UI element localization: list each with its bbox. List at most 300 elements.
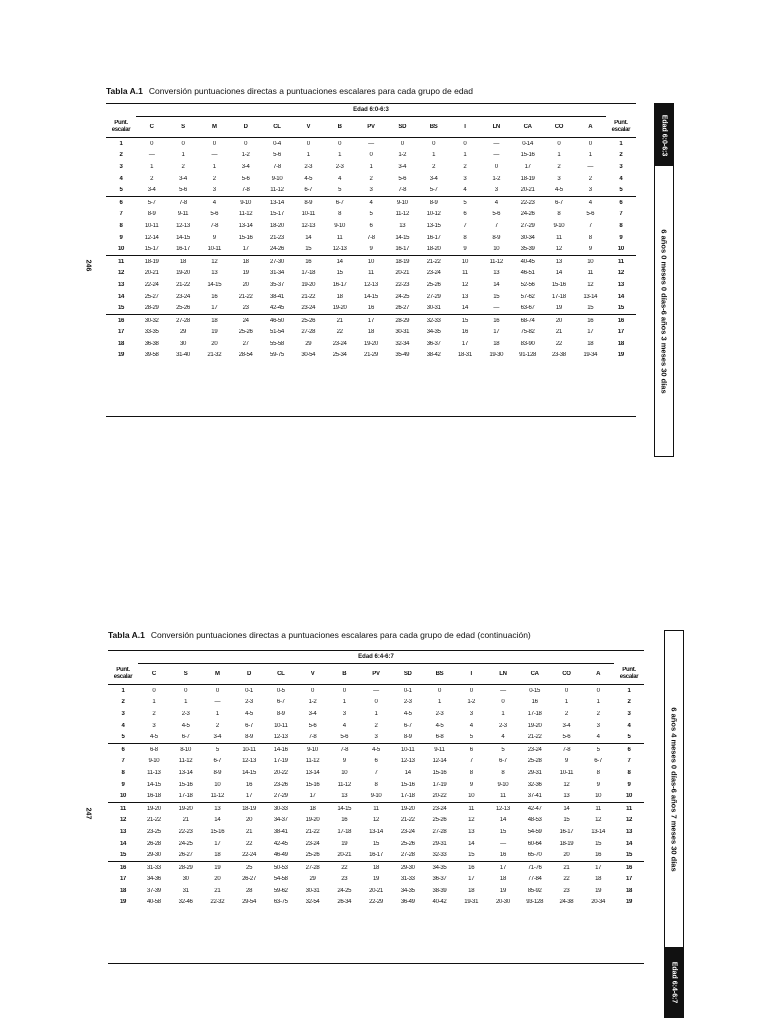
raw-score-cell: 4 [342, 722, 346, 729]
raw-score-cell: 16 [493, 317, 500, 324]
raw-score-cell: 36-37 [432, 876, 447, 883]
table-body [108, 685, 644, 908]
raw-score-cell: 13-14 [238, 222, 253, 229]
raw-score-cell: 2-3 [435, 710, 444, 717]
raw-score-cell: 52-56 [520, 281, 535, 288]
raw-score-cell: 1 [588, 152, 592, 159]
raw-score-cell: 55-58 [270, 340, 284, 347]
raw-score-cell: 3-4 [398, 163, 407, 170]
raw-score-cell: 21-22 [426, 258, 441, 265]
raw-score-cell: 12 [595, 817, 602, 824]
header-col: BS [429, 124, 438, 130]
raw-score-cell: 4-5 [181, 722, 190, 729]
raw-score-cell: 21 [563, 864, 570, 871]
header-col: I [464, 124, 466, 130]
scaled-score-cell: 12 [117, 270, 125, 277]
raw-score-cell: 28 [246, 887, 253, 894]
raw-score-cell: 15 [305, 246, 312, 253]
raw-score-cell: 12-13 [176, 222, 190, 229]
raw-score-cell: 0 [463, 140, 467, 147]
header-col: A [596, 671, 601, 677]
raw-score-cell: 35-49 [395, 352, 410, 359]
raw-score-cell: 9 [369, 246, 373, 253]
side-tab-age [665, 947, 683, 1017]
raw-score-cell: 17 [587, 329, 594, 336]
raw-score-cell: 27-28 [400, 852, 415, 859]
raw-score-cell: 17 [499, 864, 506, 871]
raw-score-cell: 12 [587, 281, 594, 288]
raw-score-cell: 11 [462, 270, 468, 277]
raw-score-cell: 19 [341, 840, 348, 847]
raw-score-cell: 83-90 [520, 340, 535, 347]
raw-score-cell: 19-34 [583, 352, 598, 359]
raw-score-cell: 65-70 [527, 852, 542, 859]
table-row [106, 268, 636, 280]
raw-score-cell: 2-3 [245, 699, 253, 706]
table-title [106, 86, 473, 96]
raw-score-cell: 23-24 [301, 305, 316, 312]
scaled-score-cell: 1 [121, 687, 125, 694]
header-col: B [337, 124, 342, 130]
raw-score-cell: 23-26 [273, 781, 288, 788]
raw-score-cell: 21 [246, 828, 253, 835]
raw-score-cell: 11 [587, 270, 594, 277]
raw-score-cell: 14 [336, 258, 343, 265]
raw-score-cell: 18 [595, 876, 602, 883]
raw-score-cell: 0 [596, 687, 600, 694]
raw-score-cell: 22-23 [520, 199, 535, 206]
raw-score-cell: 4 [596, 734, 600, 741]
raw-score-cell: 6 [469, 746, 473, 753]
raw-score-cell: 6-7 [245, 722, 253, 729]
raw-score-cell: 32-46 [178, 899, 193, 906]
raw-score-cell: 25-26 [238, 329, 253, 336]
raw-score-cell: 22 [555, 340, 562, 347]
raw-score-cell: 15 [493, 293, 500, 300]
scaled-score-cell: 19 [119, 899, 127, 906]
scaled-score-cell: 14 [625, 840, 633, 847]
raw-score-cell: 36-37 [426, 340, 441, 347]
raw-score-cell: 12 [372, 817, 380, 824]
side-tab-age-text: Edad 6:4-6:7 [670, 961, 678, 1003]
scaled-score-cell: 13 [625, 828, 633, 835]
raw-score-cell: 11-12 [238, 211, 253, 218]
raw-score-cell: 4 [494, 199, 498, 206]
raw-score-cell: 5 [338, 187, 342, 194]
scaled-score-cell: 7 [121, 758, 125, 765]
raw-score-cell: 11-12 [305, 758, 320, 765]
raw-score-cell: 18 [179, 258, 187, 265]
raw-score-cell: 18-31 [458, 352, 472, 359]
raw-score-cell: 15-17 [270, 211, 284, 218]
raw-score-cell: 21-22 [305, 828, 320, 835]
raw-score-cell: 5 [469, 734, 473, 741]
header-col: CA [530, 671, 539, 677]
raw-score-cell: 54-58 [273, 876, 288, 883]
table-row [106, 255, 636, 268]
raw-score-cell: 16 [246, 781, 253, 788]
raw-score-cell: 14 [499, 817, 506, 824]
raw-score-cell: 13 [211, 270, 218, 277]
raw-score-cell: 0 [184, 687, 188, 694]
scaled-score-cell: 14 [617, 293, 624, 300]
raw-score-cell: 15-16 [305, 781, 320, 788]
header-col: CO [554, 124, 564, 130]
raw-score-cell: 0 [306, 140, 310, 147]
raw-score-cell: 7-8 [241, 187, 250, 194]
age-group-label: Edad 6:0-6:3 [136, 104, 606, 117]
raw-score-cell: 20-22 [273, 769, 288, 776]
raw-score-cell: 19-20 [527, 722, 542, 729]
raw-score-cell: 5-6 [210, 211, 219, 218]
raw-score-cell: 31-34 [270, 270, 284, 277]
scaled-score-cell: 17 [117, 329, 125, 336]
raw-score-cell: 19-20 [400, 805, 415, 812]
scaled-score-cell: 18 [119, 887, 127, 894]
raw-score-cell: 17 [367, 317, 374, 324]
raw-score-cell: 7-8 [562, 746, 571, 753]
raw-score-cell: 17-18 [400, 793, 415, 800]
raw-score-cell: 46-50 [270, 317, 284, 324]
raw-score-cell: 1 [152, 699, 156, 706]
raw-score-cell: 3 [494, 187, 498, 194]
raw-score-cell: 2-3 [403, 699, 412, 706]
raw-score-cell: 25-27 [144, 293, 159, 300]
scaled-score-cell: 2 [121, 699, 125, 706]
table-title-label: Tabla A.1 [108, 630, 145, 640]
raw-score-cell: 1 [557, 152, 561, 159]
table-block-2 [0, 512, 768, 1024]
raw-score-cell: 12 [211, 258, 218, 265]
table-row [108, 790, 644, 802]
header-col: CA [523, 124, 532, 130]
raw-score-cell: 38-42 [426, 352, 441, 359]
raw-score-cell: 16 [531, 699, 538, 706]
raw-score-cell: 0-4 [273, 140, 281, 147]
scaled-score-cell: 3 [119, 163, 123, 170]
raw-score-cell: 22-23 [395, 281, 410, 288]
raw-score-cell: 0-15 [529, 687, 541, 694]
scaled-score-cell: 6 [627, 746, 631, 753]
raw-score-cell: 23 [341, 876, 348, 883]
raw-score-cell: 14-15 [242, 769, 256, 776]
raw-score-cell: 1-2 [308, 699, 317, 706]
raw-score-cell: 18-19 [559, 840, 574, 847]
raw-score-cell: 38-39 [432, 887, 447, 894]
raw-score-cell: 26-27 [178, 852, 193, 859]
raw-score-cell: 27-28 [432, 828, 447, 835]
table-row [108, 731, 644, 743]
raw-score-cell: 8 [596, 769, 600, 776]
raw-score-cell: 2 [596, 710, 600, 717]
raw-score-cell: 60-64 [527, 840, 542, 847]
raw-score-cell: 50-53 [273, 864, 288, 871]
raw-score-cell: 21-22 [238, 293, 253, 300]
raw-score-cell: 5-7 [429, 187, 438, 194]
raw-score-cell: 9-10 [370, 793, 382, 800]
raw-score-cell: 28-29 [178, 864, 193, 871]
raw-score-cell: 15-16 [432, 769, 447, 776]
table-row [106, 279, 636, 291]
raw-score-cell: 30-33 [273, 805, 288, 812]
raw-score-cell: 30-34 [520, 234, 535, 241]
raw-score-cell: 5 [596, 746, 600, 753]
raw-score-cell: 16-18 [146, 793, 161, 800]
raw-score-cell: 2 [564, 710, 568, 717]
raw-score-cell: 4 [588, 199, 592, 206]
raw-score-cell: 27-28 [176, 317, 190, 324]
raw-score-cell: 3 [557, 175, 561, 182]
raw-score-cell: 2 [557, 163, 561, 170]
raw-score-cell: 12 [461, 281, 468, 288]
raw-score-cell: 29 [309, 876, 316, 883]
raw-score-cell: 12-13 [332, 246, 347, 253]
raw-score-cell: 3 [596, 722, 600, 729]
raw-score-cell: 18 [309, 805, 316, 812]
raw-score-cell: 1 [501, 710, 505, 717]
table-row [108, 708, 644, 720]
raw-score-cell: 1 [184, 699, 188, 706]
scaled-score-cell: 11 [118, 258, 124, 265]
raw-score-cell: — [500, 687, 506, 694]
raw-score-cell: 18 [499, 876, 506, 883]
raw-score-cell: 2 [588, 175, 592, 182]
raw-score-cell: 6-7 [555, 199, 563, 206]
raw-score-cell: 1-2 [398, 152, 407, 159]
header-col: D [243, 124, 248, 130]
scaled-score-cell: 2 [619, 152, 623, 159]
raw-score-cell: 17-18 [552, 293, 566, 300]
raw-score-cell: 6 [374, 758, 378, 765]
raw-score-cell: 32-33 [426, 317, 441, 324]
raw-score-cell: 16 [587, 317, 594, 324]
raw-score-cell: 0 [342, 687, 346, 694]
raw-score-cell: 9 [212, 234, 216, 241]
scaled-score-cell: 1 [119, 140, 123, 147]
raw-score-cell: 29-54 [242, 899, 256, 906]
scaled-score-cell: 6 [121, 746, 125, 753]
raw-score-cell: 1 [338, 152, 342, 159]
raw-score-cell: 2-3 [181, 710, 190, 717]
raw-score-cell: 1-2 [241, 152, 250, 159]
raw-score-cell: 3-4 [308, 710, 317, 717]
raw-score-cell: 17-18 [178, 793, 193, 800]
raw-score-cell: 19 [555, 305, 562, 312]
raw-score-cell: 16-17 [426, 234, 441, 241]
raw-score-cell: 7-8 [308, 734, 317, 741]
raw-score-cell: 16-17 [395, 246, 410, 253]
raw-score-cell: 26-27 [395, 305, 410, 312]
raw-score-cell: 3-4 [147, 187, 156, 194]
raw-score-cell: 6-7 [181, 734, 190, 741]
raw-score-cell: 30 [179, 340, 187, 347]
raw-score-cell: 12-14 [144, 234, 159, 241]
table-row [108, 885, 644, 897]
raw-score-cell: 85-92 [527, 887, 542, 894]
side-tab-range [665, 631, 683, 947]
raw-score-cell: 51-54 [270, 329, 284, 336]
raw-score-cell: 0 [374, 699, 378, 706]
scaled-score-cell: 14 [119, 840, 127, 847]
raw-score-cell: 5-6 [273, 152, 281, 159]
raw-score-cell: 46-49 [273, 852, 288, 859]
scaled-score-cell: 10 [117, 246, 125, 253]
raw-score-cell: 7 [494, 222, 498, 229]
raw-score-cell: 34-35 [426, 329, 441, 336]
raw-score-cell: 3-4 [241, 163, 250, 170]
raw-score-cell: 5-6 [179, 187, 187, 194]
raw-score-cell: 22-32 [210, 899, 225, 906]
raw-score-cell: — [211, 152, 218, 159]
raw-score-cell: 21 [214, 887, 221, 894]
scaled-score-cell: 18 [617, 340, 624, 347]
raw-score-cell: 12 [468, 817, 475, 824]
scaled-score-cell: 12 [119, 817, 127, 824]
raw-score-cell: 15 [461, 317, 468, 324]
raw-score-cell: 0 [338, 140, 342, 147]
scaled-score-cell: 2 [627, 699, 631, 706]
raw-score-cell: 27-28 [305, 864, 320, 871]
raw-score-cell: 10 [468, 793, 475, 800]
header-col: S [181, 124, 185, 130]
scaled-score-cell: 5 [121, 734, 125, 741]
header-col: SD [398, 124, 407, 130]
raw-score-cell: — [148, 152, 155, 159]
table-row [106, 302, 636, 314]
page-number: 246 [84, 259, 92, 272]
raw-score-cell: 2-3 [499, 722, 507, 729]
raw-score-cell: 1 [181, 152, 185, 159]
raw-score-cell: 4-5 [304, 175, 313, 182]
raw-score-cell: 2 [212, 175, 216, 182]
table-row [106, 314, 636, 327]
raw-score-cell: 0 [469, 687, 473, 694]
scaled-score-cell: 10 [617, 246, 624, 253]
scaled-score-cell: 1 [619, 140, 623, 147]
table-row [106, 196, 636, 209]
scaled-score-cell: 7 [119, 211, 123, 218]
scaled-score-cell: 3 [121, 710, 125, 717]
raw-score-cell: 2 [152, 710, 156, 717]
table-header [106, 117, 636, 138]
raw-score-cell: 31-33 [146, 864, 161, 871]
raw-score-cell: 46-51 [520, 270, 535, 277]
raw-score-cell: 20-21 [520, 187, 535, 194]
raw-score-cell: 9 [588, 246, 592, 253]
raw-score-cell: 14-15 [395, 234, 410, 241]
raw-score-cell: 42-47 [527, 805, 542, 812]
raw-score-cell: 23 [242, 305, 249, 312]
raw-score-cell: — [214, 699, 221, 706]
header-first: Punt. escalar [113, 667, 133, 680]
header-col: CL [277, 671, 285, 677]
table-row [106, 243, 636, 255]
raw-score-cell: 17-18 [337, 828, 352, 835]
table-row [108, 756, 644, 768]
raw-score-cell: 25-26 [400, 840, 415, 847]
raw-score-cell: 24-26 [270, 246, 284, 253]
raw-score-cell: 20-21 [144, 270, 159, 277]
raw-score-cell: 2 [215, 722, 219, 729]
raw-score-cell: 15 [563, 817, 570, 824]
raw-score-cell: 1 [596, 699, 600, 706]
raw-score-cell: 9-10 [497, 781, 509, 788]
scaled-score-cell: 7 [627, 758, 631, 765]
raw-score-cell: 21-22 [146, 817, 161, 824]
raw-score-cell: 1 [432, 152, 436, 159]
table-row [106, 291, 636, 303]
raw-score-cell: 8 [588, 234, 592, 241]
scaled-score-cell: 8 [627, 769, 631, 776]
scaled-score-cell: 3 [619, 163, 623, 170]
raw-score-cell: 21-23 [270, 234, 284, 241]
score-table [106, 103, 636, 417]
raw-score-cell: 30-32 [144, 317, 159, 324]
raw-score-cell: 13-14 [305, 769, 320, 776]
raw-score-cell: 20-30 [496, 899, 510, 906]
table-row [106, 184, 636, 196]
raw-score-cell: 2 [463, 163, 467, 170]
raw-score-cell: 17 [211, 305, 218, 312]
scaled-score-cell: 11 [618, 258, 624, 265]
raw-score-cell: 0-14 [522, 140, 533, 147]
raw-score-cell: 6 [463, 211, 467, 218]
raw-score-cell: 27-30 [270, 258, 284, 265]
raw-score-cell: 19-20 [364, 340, 378, 347]
raw-score-cell: 18-19 [520, 175, 535, 182]
raw-score-cell: 25 [246, 864, 253, 871]
raw-score-cell: 7 [469, 758, 473, 765]
scaled-score-cell: 5 [119, 187, 123, 194]
raw-score-cell: 20-21 [395, 270, 410, 277]
raw-score-cell: 12-13 [364, 281, 378, 288]
raw-score-cell: 30-31 [305, 887, 320, 894]
raw-score-cell: 19 [242, 270, 249, 277]
raw-score-cell: 17 [493, 329, 500, 336]
raw-score-cell: 27-29 [520, 222, 535, 229]
raw-score-cell: 28-29 [144, 305, 159, 312]
raw-score-cell: 13-14 [369, 828, 383, 835]
table-body [106, 138, 636, 361]
raw-score-cell: 3 [588, 187, 592, 194]
raw-score-cell: 5-7 [147, 199, 156, 206]
raw-score-cell: 14 [305, 234, 312, 241]
raw-score-cell: 15-16 [238, 234, 253, 241]
side-tab-range-text: 6 años 0 meses 0 días-6 años 3 meses 30 días [659, 228, 669, 394]
raw-score-cell: 6-8 [149, 746, 158, 753]
table-row [108, 861, 644, 874]
raw-score-cell: 31-40 [176, 352, 190, 359]
raw-score-cell: 36-49 [400, 899, 415, 906]
raw-score-cell: 10 [587, 258, 594, 265]
raw-score-cell: 0-1 [245, 687, 253, 694]
raw-score-cell: 22 [336, 329, 343, 336]
table-row [108, 779, 644, 791]
table-row [106, 232, 636, 244]
raw-score-cell: 12-13 [273, 734, 288, 741]
raw-score-cell: 17 [242, 246, 249, 253]
raw-score-cell: 4 [212, 199, 216, 206]
raw-score-cell: 19-31 [464, 899, 479, 906]
raw-score-cell: 8 [469, 769, 473, 776]
raw-score-cell: 42-45 [270, 305, 284, 312]
raw-score-cell: 31-33 [400, 876, 415, 883]
raw-score-cell: 4-5 [435, 722, 444, 729]
raw-score-cell: 1 [150, 163, 154, 170]
raw-score-cell: 20-21 [369, 887, 383, 894]
raw-score-cell: 8 [463, 234, 467, 241]
raw-score-cell: 12-13 [301, 222, 316, 229]
